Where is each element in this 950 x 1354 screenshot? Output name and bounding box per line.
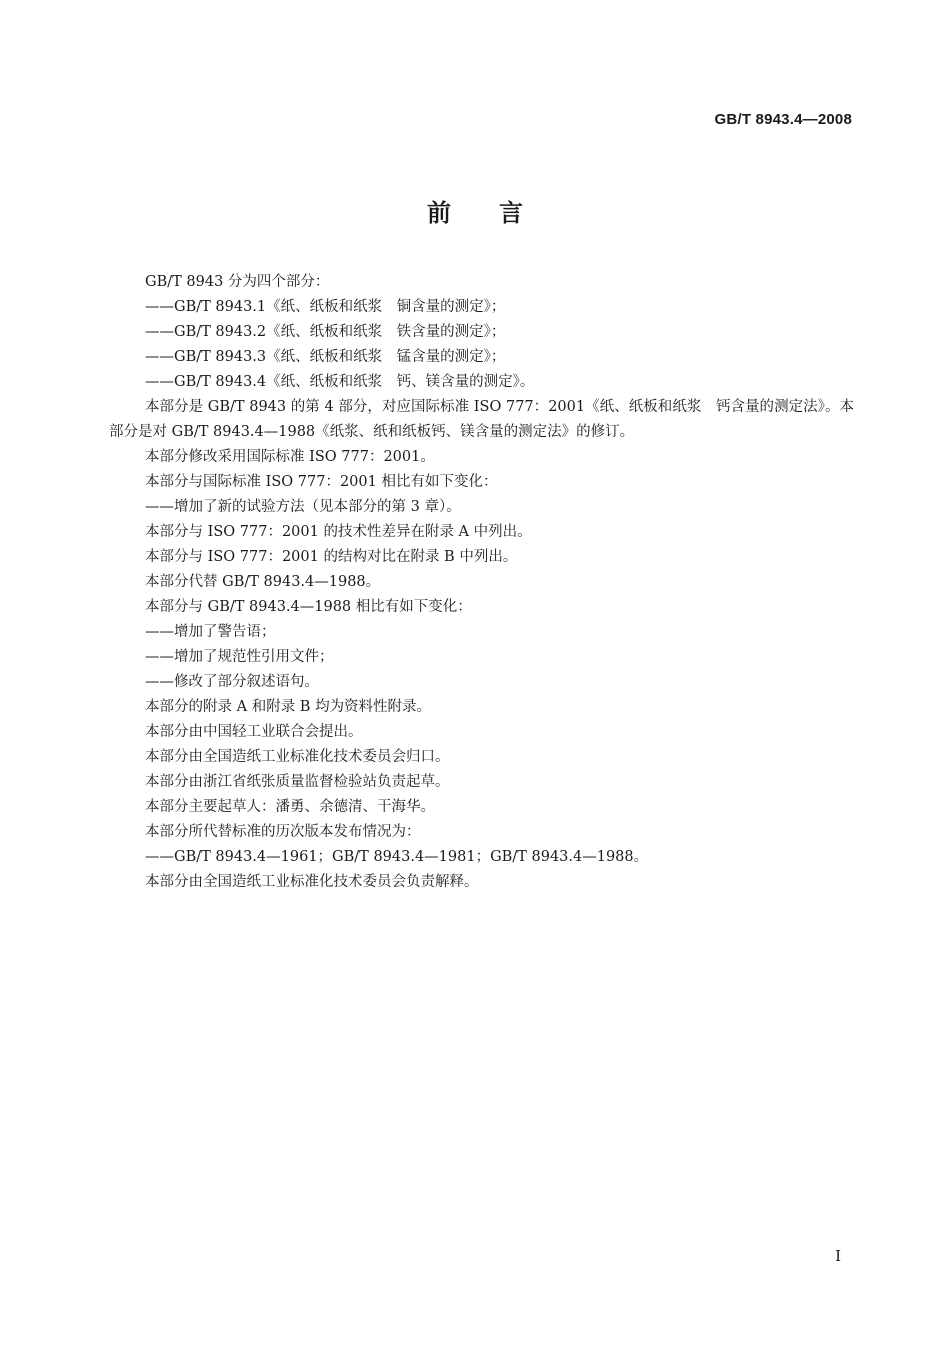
- list-item: ——GB/T 8943.3《纸、纸板和纸浆 锰含量的测定》；: [145, 349, 506, 365]
- paragraph: 本部分与国际标准 ISO 777：2001 相比有如下变化：: [145, 474, 498, 490]
- list-item: ——增加了规范性引用文件；: [145, 649, 334, 665]
- list-item: ——GB/T 8943.4—1961；GB/T 8943.4—1981；GB/T 8943.4—1988。: [145, 849, 649, 865]
- standard-code: GB/T 8943.4—2008: [714, 111, 852, 128]
- paragraph: 本部分代替 GB/T 8943.4—1988。: [145, 574, 381, 590]
- paragraph: 本部分与 ISO 777：2001 的技术性差异在附录 A 中列出。: [145, 524, 532, 540]
- page-number: I: [835, 1247, 841, 1265]
- list-item: ——GB/T 8943.2《纸、纸板和纸浆 铁含量的测定》；: [145, 324, 506, 340]
- page-title: 前 言: [427, 199, 523, 227]
- list-item: ——增加了警告语；: [145, 624, 276, 640]
- paragraph: 本部分由浙江省纸张质量监督检验站负责起草。: [145, 774, 450, 790]
- paragraph: GB/T 8943 分为四个部分：: [145, 274, 330, 290]
- list-item: ——修改了部分叙述语句。: [145, 674, 319, 690]
- paragraph: 本部分修改采用国际标准 ISO 777：2001。: [145, 449, 435, 465]
- paragraph: 本部分由全国造纸工业标准化技术委员会归口。: [145, 749, 450, 765]
- paragraph: 本部分所代替标准的历次版本发布情况为：: [145, 824, 421, 840]
- paragraph: 本部分主要起草人：潘勇、余德清、干海华。: [145, 799, 435, 815]
- list-item: ——增加了新的试验方法（见本部分的第 3 章）。: [145, 499, 461, 515]
- paragraph: 本部分是 GB/T 8943 的第 4 部分，对应国际标准 ISO 777：2001《纸、纸板和纸浆 钙含量的测定法》。本部分是对 GB/T 8943.4—1988《纸浆、纸和纸板钙、镁含量的测定法》的修订。: [109, 399, 854, 440]
- paragraph: 本部分与 GB/T 8943.4—1988 相比有如下变化：: [145, 599, 472, 615]
- foreword-body: [109, 270, 854, 895]
- paragraph: 本部分的附录 A 和附录 B 均为资料性附录。: [145, 699, 432, 715]
- paragraph: 本部分由全国造纸工业标准化技术委员会负责解释。: [145, 874, 479, 890]
- list-item: ——GB/T 8943.1《纸、纸板和纸浆 铜含量的测定》；: [145, 299, 506, 315]
- paragraph: 本部分由中国轻工业联合会提出。: [145, 724, 363, 740]
- paragraph: 本部分与 ISO 777：2001 的结构对比在附录 B 中列出。: [145, 549, 518, 565]
- list-item: ——GB/T 8943.4《纸、纸板和纸浆 钙、镁含量的测定》。: [145, 374, 535, 390]
